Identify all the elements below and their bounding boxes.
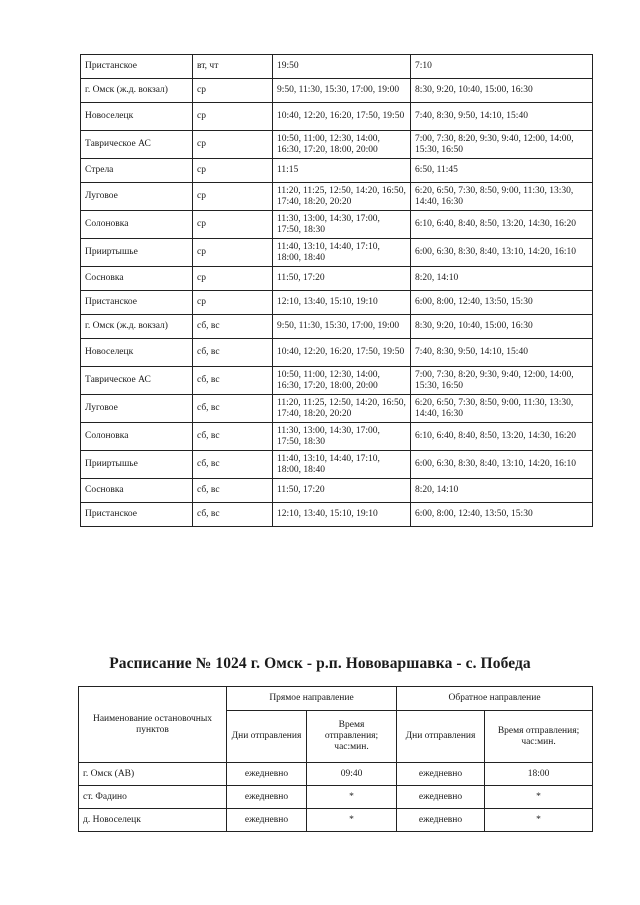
table-row: [79, 809, 593, 832]
stop-name: г. Омск (ж.д. вокзал): [81, 79, 193, 103]
table-row: [81, 103, 593, 131]
forward-time: *: [307, 786, 397, 809]
days-of-operation: ср: [193, 183, 273, 211]
backward-times: 7:10: [411, 55, 593, 79]
stop-name: Таврическое АС: [81, 367, 193, 395]
forward-times: 9:50, 11:30, 15:30, 17:00, 19:00: [273, 79, 411, 103]
stop-name: г. Омск (ж.д. вокзал): [81, 315, 193, 339]
table-row: [81, 131, 593, 159]
forward-times: 10:40, 12:20, 16:20, 17:50, 19:50: [273, 103, 411, 131]
table-row: [81, 423, 593, 451]
table-row: [81, 291, 593, 315]
forward-days: ежедневно: [227, 809, 307, 832]
header-forward-time: Время отправления; час:мин.: [307, 711, 397, 763]
backward-times: 7:00, 7:30, 8:20, 9:30, 9:40, 12:00, 14:00, 15:30, 16:50: [411, 367, 593, 395]
days-of-operation: сб, вс: [193, 339, 273, 367]
stop-name: Солоновка: [81, 211, 193, 239]
days-of-operation: ср: [193, 239, 273, 267]
header-forward-days: Дни отправления: [227, 711, 307, 763]
backward-times: 8:30, 9:20, 10:40, 15:00, 16:30: [411, 315, 593, 339]
forward-times: 11:20, 11:25, 12:50, 14:20, 16:50, 17:40, 18:20, 20:20: [273, 395, 411, 423]
stop-name: Пристанское: [81, 55, 193, 79]
table-row: [81, 239, 593, 267]
stop-name: Сосновка: [81, 479, 193, 503]
backward-days: ежедневно: [397, 763, 485, 786]
days-of-operation: сб, вс: [193, 367, 273, 395]
stop-name: Луговое: [81, 183, 193, 211]
stop-name: Новоселецк: [81, 103, 193, 131]
header-backward-time: Время отправления; час:мин.: [485, 711, 593, 763]
days-of-operation: ср: [193, 291, 273, 315]
forward-time: 09:40: [307, 763, 397, 786]
table-row: [79, 763, 593, 786]
forward-days: ежедневно: [227, 786, 307, 809]
forward-times: 19:50: [273, 55, 411, 79]
backward-times: 6:10, 6:40, 8:40, 8:50, 13:20, 14:30, 16:20: [411, 423, 593, 451]
table-row: [81, 55, 593, 79]
backward-times: 6:20, 6:50, 7:30, 8:50, 9:00, 11:30, 13:30, 14:40, 16:30: [411, 183, 593, 211]
forward-days: ежедневно: [227, 763, 307, 786]
days-of-operation: вт, чт: [193, 55, 273, 79]
stop-name: Луговое: [81, 395, 193, 423]
stop-name: Стрела: [81, 159, 193, 183]
forward-times: 10:50, 11:00, 12:30, 14:00, 16:30, 17:20, 18:00, 20:00: [273, 367, 411, 395]
days-of-operation: ср: [193, 103, 273, 131]
days-of-operation: ср: [193, 267, 273, 291]
backward-time: 18:00: [485, 763, 593, 786]
table-row: [79, 786, 593, 809]
schedule-title: Расписание № 1024 г. Омск - р.п. Нововаршавка - с. Победа: [109, 655, 531, 672]
header-stop-names: Наименование остановочных пунктов: [79, 687, 227, 763]
table-row: [81, 451, 593, 479]
backward-time: *: [485, 809, 593, 832]
days-of-operation: сб, вс: [193, 315, 273, 339]
table-row: [81, 479, 593, 503]
backward-days: ежедневно: [397, 786, 485, 809]
table-row: [81, 159, 593, 183]
forward-times: 11:40, 13:10, 14:40, 17:10, 18:00, 18:40: [273, 451, 411, 479]
backward-times: 8:20, 14:10: [411, 479, 593, 503]
table-row: [81, 79, 593, 103]
forward-times: 11:50, 17:20: [273, 479, 411, 503]
backward-times: 7:40, 8:30, 9:50, 14:10, 15:40: [411, 339, 593, 367]
stop-name: Прииртышье: [81, 451, 193, 479]
days-of-operation: ср: [193, 159, 273, 183]
backward-times: 6:00, 6:30, 8:30, 8:40, 13:10, 14:20, 16:10: [411, 451, 593, 479]
table-row: [81, 267, 593, 291]
schedule-1024-table: [78, 686, 593, 832]
backward-times: 7:00, 7:30, 8:20, 9:30, 9:40, 12:00, 14:00, 15:30, 16:50: [411, 131, 593, 159]
forward-time: *: [307, 809, 397, 832]
table-row: [81, 503, 593, 527]
days-of-operation: сб, вс: [193, 395, 273, 423]
days-of-operation: ср: [193, 131, 273, 159]
backward-times: 6:00, 8:00, 12:40, 13:50, 15:30: [411, 503, 593, 527]
forward-times: 12:10, 13:40, 15:10, 19:10: [273, 503, 411, 527]
table-row: [81, 367, 593, 395]
forward-times: 11:50, 17:20: [273, 267, 411, 291]
backward-times: 6:00, 6:30, 8:30, 8:40, 13:10, 14:20, 16:10: [411, 239, 593, 267]
stop-name: г. Омск (АВ): [79, 763, 227, 786]
backward-times: 7:40, 8:30, 9:50, 14:10, 15:40: [411, 103, 593, 131]
stop-name: ст. Фадино: [79, 786, 227, 809]
forward-times: 11:20, 11:25, 12:50, 14:20, 16:50, 17:40, 18:20, 20:20: [273, 183, 411, 211]
table-row: [81, 315, 593, 339]
backward-times: 6:20, 6:50, 7:30, 8:50, 9:00, 11:30, 13:30, 14:40, 16:30: [411, 395, 593, 423]
schedule-table-continued: [80, 54, 593, 527]
backward-times: 8:30, 9:20, 10:40, 15:00, 16:30: [411, 79, 593, 103]
stop-name: Таврическое АС: [81, 131, 193, 159]
stop-name: Пристанское: [81, 291, 193, 315]
table-row: [81, 211, 593, 239]
backward-times: 6:50, 11:45: [411, 159, 593, 183]
forward-times: 11:40, 13:10, 14:40, 17:10, 18:00, 18:40: [273, 239, 411, 267]
forward-times: 11:30, 13:00, 14:30, 17:00, 17:50, 18:30: [273, 423, 411, 451]
days-of-operation: ср: [193, 211, 273, 239]
stop-name: д. Новоселецк: [79, 809, 227, 832]
stop-name: Сосновка: [81, 267, 193, 291]
table-row: [81, 183, 593, 211]
header-backward-direction: Обратное направление: [397, 687, 593, 711]
header-forward-direction: Прямое направление: [227, 687, 397, 711]
days-of-operation: сб, вс: [193, 503, 273, 527]
table-row: [81, 395, 593, 423]
backward-time: *: [485, 786, 593, 809]
forward-times: 9:50, 11:30, 15:30, 17:00, 19:00: [273, 315, 411, 339]
forward-times: 11:30, 13:00, 14:30, 17:00, 17:50, 18:30: [273, 211, 411, 239]
days-of-operation: ср: [193, 79, 273, 103]
days-of-operation: сб, вс: [193, 451, 273, 479]
forward-times: 10:40, 12:20, 16:20, 17:50, 19:50: [273, 339, 411, 367]
stop-name: Пристанское: [81, 503, 193, 527]
forward-times: 11:15: [273, 159, 411, 183]
header-backward-days: Дни отправления: [397, 711, 485, 763]
backward-times: 6:10, 6:40, 8:40, 8:50, 13:20, 14:30, 16:20: [411, 211, 593, 239]
backward-times: 8:20, 14:10: [411, 267, 593, 291]
days-of-operation: сб, вс: [193, 479, 273, 503]
stop-name: Прииртышье: [81, 239, 193, 267]
backward-days: ежедневно: [397, 809, 485, 832]
forward-times: 12:10, 13:40, 15:10, 19:10: [273, 291, 411, 315]
forward-times: 10:50, 11:00, 12:30, 14:00, 16:30, 17:20, 18:00, 20:00: [273, 131, 411, 159]
stop-name: Солоновка: [81, 423, 193, 451]
backward-times: 6:00, 8:00, 12:40, 13:50, 15:30: [411, 291, 593, 315]
days-of-operation: сб, вс: [193, 423, 273, 451]
table-row: [81, 339, 593, 367]
stop-name: Новоселецк: [81, 339, 193, 367]
